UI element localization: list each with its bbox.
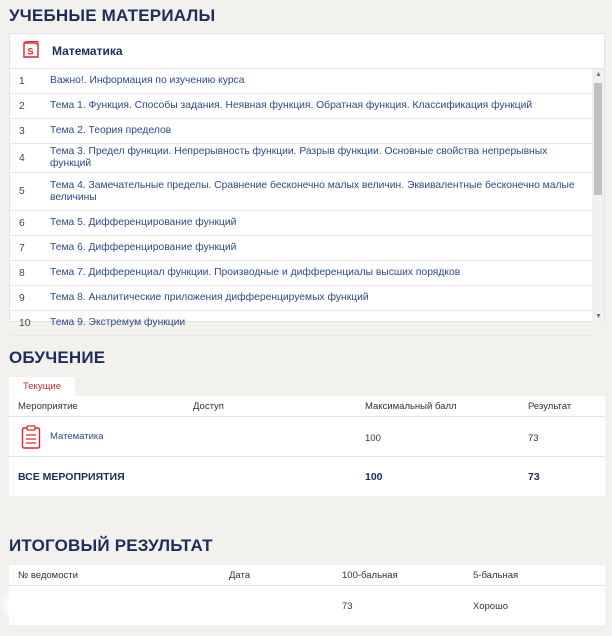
score5-value: Хорошо [473, 601, 508, 612]
materials-title: УЧЕБНЫЕ МАТЕРИАЛЫ [9, 6, 216, 25]
table-row[interactable] [9, 417, 605, 457]
scroll-down-icon[interactable]: ▼ [595, 313, 602, 320]
material-item[interactable] [10, 69, 593, 94]
material-item[interactable] [10, 261, 593, 286]
item-number: 9 [19, 292, 25, 304]
learning-title: ОБУЧЕНИЕ [9, 348, 106, 367]
item-number: 6 [19, 217, 25, 229]
clipboard-icon [21, 425, 41, 452]
material-item[interactable] [10, 144, 593, 173]
item-number: 1 [19, 75, 25, 87]
material-item[interactable] [10, 94, 593, 119]
total-row [9, 457, 605, 495]
material-item[interactable] [10, 119, 593, 144]
result-value: 73 [528, 433, 539, 444]
item-number: 3 [19, 125, 25, 137]
total-result: 73 [528, 471, 540, 483]
item-link[interactable]: Тема 2. Теория пределов [50, 125, 172, 136]
header-result: Результат [528, 401, 572, 412]
course-title: Математика [52, 44, 123, 58]
item-link[interactable]: Тема 8. Аналитические приложения дифференцируемых функций [50, 292, 369, 303]
item-link[interactable]: Тема 1. Функция. Способы задания. Неявная функция. Обратная функция. Классификация функций [50, 100, 533, 111]
item-link[interactable]: Тема 3. Предел функции. Непрерывность функции. Разрыв функции. Основные свойства непрерывных функций [50, 146, 548, 169]
item-link[interactable]: Тема 4. Замечательные пределы. Сравнение бесконечно малых величин. Эквивалентные бесконечно малые величины [50, 179, 575, 203]
materials-card [9, 33, 605, 329]
score100-value: 73 [342, 601, 353, 612]
item-link[interactable]: Тема 7. Дифференциал функции. Производные и дифференциалы высших порядков [50, 267, 461, 278]
final-table [9, 565, 605, 625]
material-item[interactable] [10, 286, 593, 311]
materials-list [10, 69, 593, 329]
access-redacted [195, 428, 293, 445]
scrollbar-thumb[interactable] [594, 83, 602, 195]
item-number: 8 [19, 267, 25, 279]
book-icon [21, 40, 41, 63]
total-label: ВСЕ МЕРОПРИЯТИЯ [18, 471, 125, 483]
header-event: Мероприятие [18, 401, 78, 412]
item-link[interactable]: Тема 6. Дифференцирование функций [50, 242, 237, 253]
item-number: 5 [19, 186, 25, 197]
material-item[interactable] [10, 236, 593, 261]
material-item[interactable] [10, 211, 593, 236]
item-number: 10 [19, 317, 31, 329]
total-max-score: 100 [365, 471, 383, 483]
materials-scrollbar[interactable] [592, 69, 604, 322]
item-link[interactable]: Важно!. Информация по изучению курса [50, 75, 245, 86]
header-max-score: Максимальный балл [365, 401, 457, 412]
max-score-value: 100 [365, 433, 381, 444]
item-link[interactable]: Тема 5. Дифференцирование функций [50, 217, 237, 228]
statement-redacted [9, 594, 124, 616]
final-title: ИТОГОВЫЙ РЕЗУЛЬТАТ [9, 536, 213, 555]
svg-text:S: S [27, 46, 34, 56]
header-access: Доступ [193, 401, 224, 412]
table-row [9, 586, 605, 625]
header-statement: № ведомости [18, 570, 78, 581]
item-number: 7 [19, 242, 25, 254]
header-date: Дата [229, 570, 251, 581]
material-item[interactable] [10, 173, 593, 211]
event-link[interactable]: Математика [50, 431, 104, 442]
tab-current[interactable]: Текущие [9, 377, 75, 396]
item-number: 2 [19, 100, 25, 112]
table-header [9, 396, 605, 417]
header-score5: 5-бальная [473, 570, 519, 581]
table-header [9, 565, 605, 586]
header-score100: 100-бальная [342, 570, 398, 581]
date-redacted [208, 598, 278, 613]
item-link[interactable]: Тема 9. Экстремум функции [50, 317, 186, 328]
course-header[interactable] [10, 34, 604, 69]
material-item[interactable] [10, 311, 593, 336]
scroll-up-icon[interactable]: ▲ [595, 71, 602, 78]
item-number: 4 [19, 152, 25, 164]
learning-table [9, 396, 605, 496]
